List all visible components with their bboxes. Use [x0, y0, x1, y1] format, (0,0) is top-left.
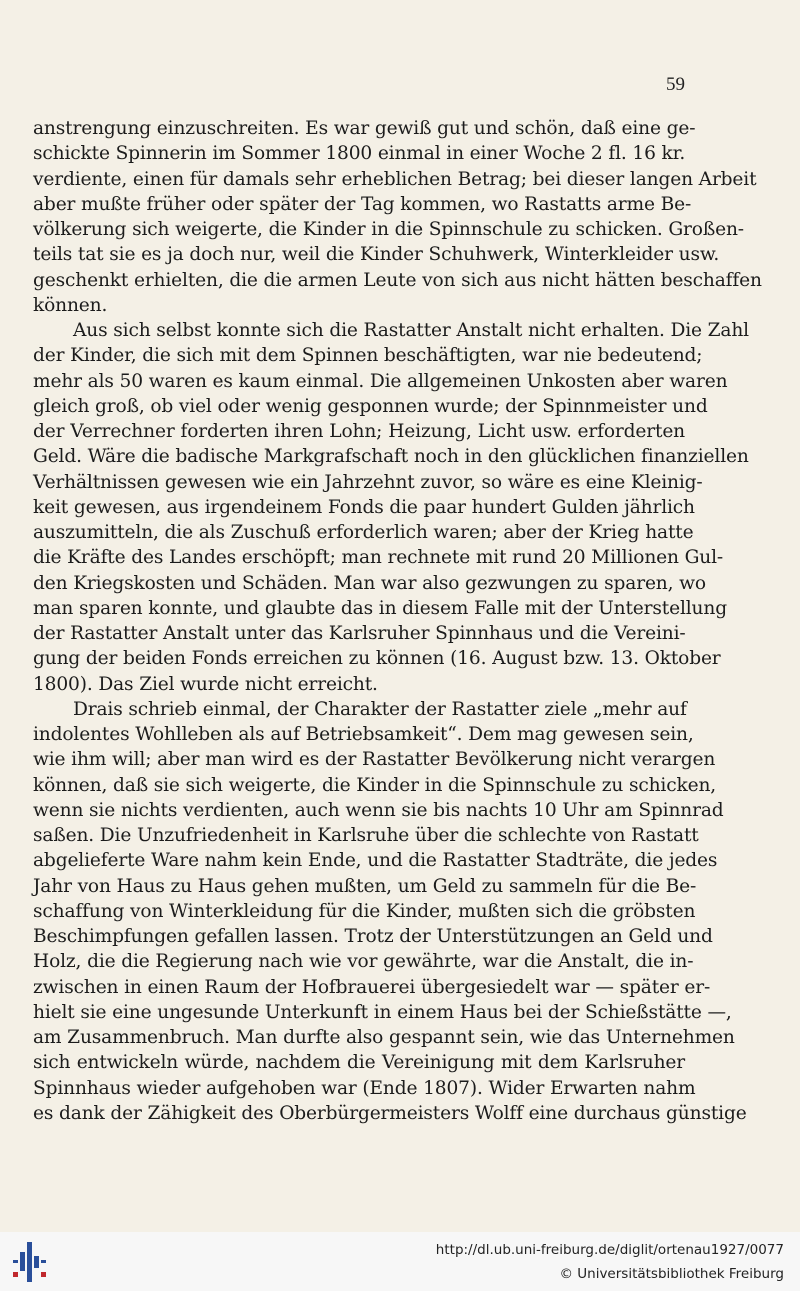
- ub-freiburg-logo-icon[interactable]: [10, 1240, 50, 1286]
- text-line: aber mußte früher oder später der Tag kommen, wo Rastatts arme Be-: [33, 193, 692, 215]
- body-text: [33, 116, 762, 1126]
- text-line: Verhältnissen gewesen wie ein Jahrzehnt zuvor, so wäre es eine Kleinig-: [33, 471, 703, 493]
- text-line: Beschimpfungen gefallen lassen. Trotz der Unterstützungen an Geld und: [33, 926, 713, 947]
- text-line: Geld. Wäre die badische Markgrafschaft noch in den glücklichen finanziellen: [33, 446, 749, 468]
- text-line: können.: [33, 294, 108, 316]
- text-line: der Kinder, die sich mit dem Spinnen beschäftigten, war nie bedeutend;: [33, 345, 703, 367]
- text-line: Holz, die die Regierung nach wie vor gewährte, war die Anstalt, die in-: [33, 951, 694, 973]
- text-line: der Rastatter Anstalt unter das Karlsruher Spinnhaus und die Vereini-: [33, 623, 686, 644]
- text-line: geschenkt erhielten, die die armen Leute von sich aus nicht hätten beschaffen: [33, 269, 762, 291]
- text-line: hielt sie eine ungesunde Unterkunft in einem Haus bei der Schießstätte —,: [33, 1001, 732, 1023]
- text-line: schaffung von Winterkleidung für die Kinder, mußten sich die gröbsten: [33, 900, 696, 922]
- text-line: 1800). Das Ziel wurde nicht erreicht.: [33, 673, 378, 695]
- text-line: wenn sie nichts verdienten, auch wenn sie bis nachts 10 Uhr am Spinnrad: [33, 799, 724, 821]
- text-line: Spinnhaus wieder aufgehoben war (Ende 1807). Wider Erwarten nahm: [33, 1077, 696, 1099]
- text-line: sich entwickeln würde, nachdem die Vereinigung mit dem Karlsruher: [33, 1052, 685, 1074]
- text-line: abgelieferte Ware nahm kein Ende, und die Rastatter Stadträte, die jedes: [33, 850, 718, 872]
- text-line: der Verrechner forderten ihren Lohn; Heizung, Licht usw. erforderten: [33, 421, 685, 442]
- text-line: keit gewesen, aus irgendeinem Fonds die paar hundert Gulden jährlich: [33, 496, 695, 518]
- page-number: 59: [666, 74, 685, 95]
- text-line: schickte Spinnerin im Sommer 1800 einmal in einer Woche 2 fl. 16 kr.: [33, 143, 686, 165]
- text-line: können, daß sie sich weigerte, die Kinder in die Spinnschule zu schicken,: [33, 774, 717, 796]
- permalink-url[interactable]: http://dl.ub.uni-freiburg.de/diglit/ortenau1927/0077: [435, 1242, 784, 1258]
- text-line: anstrengung einzuschreiten. Es war gewiß gut und schön, daß eine ge-: [33, 118, 696, 139]
- text-line: auszumitteln, die als Zuschuß erforderlich waren; aber der Krieg hatte: [33, 522, 694, 543]
- text-line: indolentes Wohlleben als auf Betriebsamkeit“. Dem mag gewesen sein,: [33, 724, 694, 745]
- text-line: gung der beiden Fonds erreichen zu können (16. August bzw. 13. Oktober: [33, 648, 721, 670]
- text-line: Aus sich selbst konnte sich die Rastatter Anstalt nicht erhalten. Die Zahl: [73, 320, 749, 341]
- text-line: am Zusammenbruch. Man durfte also gespannt sein, wie das Unternehmen: [33, 1027, 735, 1048]
- text-line: saßen. Die Unzufriedenheit in Karlsruhe über die schlechte von Rastatt: [33, 825, 699, 846]
- text-line: mehr als 50 waren es kaum einmal. Die allgemeinen Unkosten aber waren: [33, 370, 728, 392]
- text-line: zwischen in einen Raum der Hofbrauerei übergesiedelt war — später er-: [33, 976, 711, 998]
- text-line: Jahr von Haus zu Haus gehen mußten, um Geld zu sammeln für die Be-: [33, 875, 697, 897]
- text-line: verdiente, einen für damals sehr erheblichen Betrag; bei dieser langen Arbeit: [33, 168, 757, 190]
- text-line: man sparen konnte, und glaubte das in diesem Falle mit der Unterstellung: [33, 597, 727, 619]
- copyright-notice: © Universitätsbibliothek Freiburg: [559, 1266, 784, 1282]
- text-line: völkerung sich weigerte, die Kinder in die Spinnschule zu schicken. Großen-: [33, 219, 744, 240]
- text-line: teils tat sie es ja doch nur, weil die Kinder Schuhwerk, Winterkleider usw.: [33, 244, 720, 266]
- text-line: es dank der Zähigkeit des Oberbürgermeisters Wolff eine durchaus günstige: [33, 1102, 747, 1124]
- text-line: wie ihm will; aber man wird es der Rastatter Bevölkerung nicht verargen: [33, 749, 716, 771]
- text-line: gleich groß, ob viel oder wenig gesponnen wurde; der Spinnmeister und: [33, 395, 708, 417]
- footer-bar: [0, 1232, 800, 1291]
- text-line: Drais schrieb einmal, der Charakter der Rastatter ziele „mehr auf: [73, 698, 687, 720]
- text-line: den Kriegskosten und Schäden. Man war also gezwungen zu sparen, wo: [33, 572, 706, 594]
- text-line: die Kräfte des Landes erschöpft; man rechnete mit rund 20 Millionen Gul-: [33, 547, 724, 569]
